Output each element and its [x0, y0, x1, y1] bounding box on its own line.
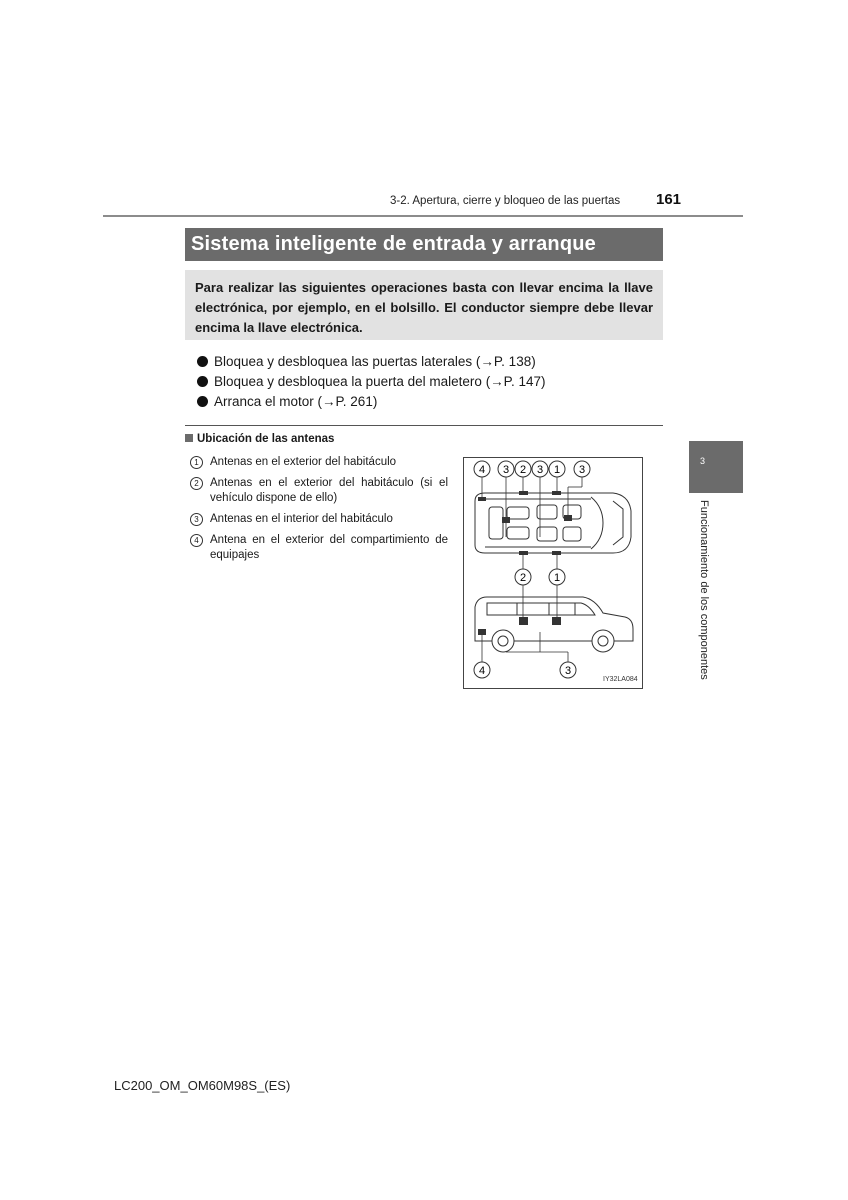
- label-text: 3: [536, 464, 544, 476]
- label-mid-2: [515, 569, 531, 585]
- chapter-number: 3: [700, 456, 706, 466]
- antenna-item: [190, 476, 448, 506]
- label-top-2: [515, 461, 531, 477]
- antenna-location-diagram: [463, 457, 643, 689]
- label-text: 3: [564, 665, 572, 677]
- page-number: 161: [656, 191, 682, 208]
- antenna-item: [190, 533, 448, 563]
- circled-number: 1: [190, 456, 203, 469]
- bullet-icon: [197, 356, 208, 367]
- antenna-item: [190, 455, 448, 470]
- circled-number: 3: [190, 513, 203, 526]
- section-heading-text: Ubicación de las antenas: [197, 433, 335, 445]
- intro-box: Para realizar las siguientes operaciones basta con llevar encima la llave electrónica, por ejemplo, en el bolsillo. El conductor siempre debe llevar encima la llave electrónica.: [185, 270, 663, 340]
- label-text: 3: [578, 464, 586, 476]
- list-item: [197, 352, 545, 372]
- list-item-text: Bloquea y desbloquea las puertas laterales (→P. 138): [214, 354, 536, 369]
- label-top-3c: [574, 461, 590, 477]
- antenna-text: Antena en el exterior del compartimiento de equipajes: [210, 534, 448, 561]
- label-mid-1: [549, 569, 565, 585]
- square-bullet-icon: [185, 434, 193, 442]
- label-text: 4: [478, 464, 486, 476]
- antenna-list: [190, 455, 448, 569]
- label-top-1: [549, 461, 565, 477]
- label-text: 2: [519, 464, 527, 476]
- label-top-4: [474, 461, 490, 477]
- circled-number: 2: [190, 477, 203, 490]
- chapter-tab: [689, 441, 743, 493]
- list-item-text: Bloquea y desbloquea la puerta del maletero (→P. 147): [214, 374, 546, 389]
- list-item-text: Arranca el motor (→P. 261): [214, 394, 378, 409]
- label-text: 1: [553, 572, 561, 584]
- label-text: 4: [478, 665, 486, 677]
- page-title: Sistema inteligente de entrada y arranque: [185, 228, 663, 261]
- section-heading: [185, 433, 334, 445]
- document-footer: LC200_OM_OM60M98S_(ES): [114, 1078, 291, 1093]
- label-text: 3: [502, 464, 510, 476]
- figure-code: IY32LA084: [603, 676, 638, 683]
- antenna-item: [190, 512, 448, 527]
- header-divider: [103, 215, 743, 217]
- running-header: 3-2. Apertura, cierre y bloqueo de las puertas: [390, 195, 621, 207]
- list-item: [197, 372, 545, 392]
- list-item: [197, 392, 545, 412]
- feature-list: [197, 352, 545, 412]
- label-bottom-4: [474, 662, 490, 678]
- antenna-text: Antenas en el exterior del habitáculo (si el vehículo dispone de ello): [210, 477, 448, 504]
- circled-number: 4: [190, 534, 203, 547]
- label-top-3b: [532, 461, 548, 477]
- section-divider: [185, 425, 663, 426]
- label-bottom-3: [560, 662, 576, 678]
- antenna-text: Antenas en el interior del habitáculo: [210, 513, 393, 525]
- chapter-label: Funcionamiento de los componentes: [698, 500, 710, 680]
- bullet-icon: [197, 396, 208, 407]
- label-text: 1: [553, 464, 561, 476]
- bullet-icon: [197, 376, 208, 387]
- label-text: 2: [519, 572, 527, 584]
- label-top-3a: [498, 461, 514, 477]
- antenna-text: Antenas en el exterior del habitáculo: [210, 456, 397, 468]
